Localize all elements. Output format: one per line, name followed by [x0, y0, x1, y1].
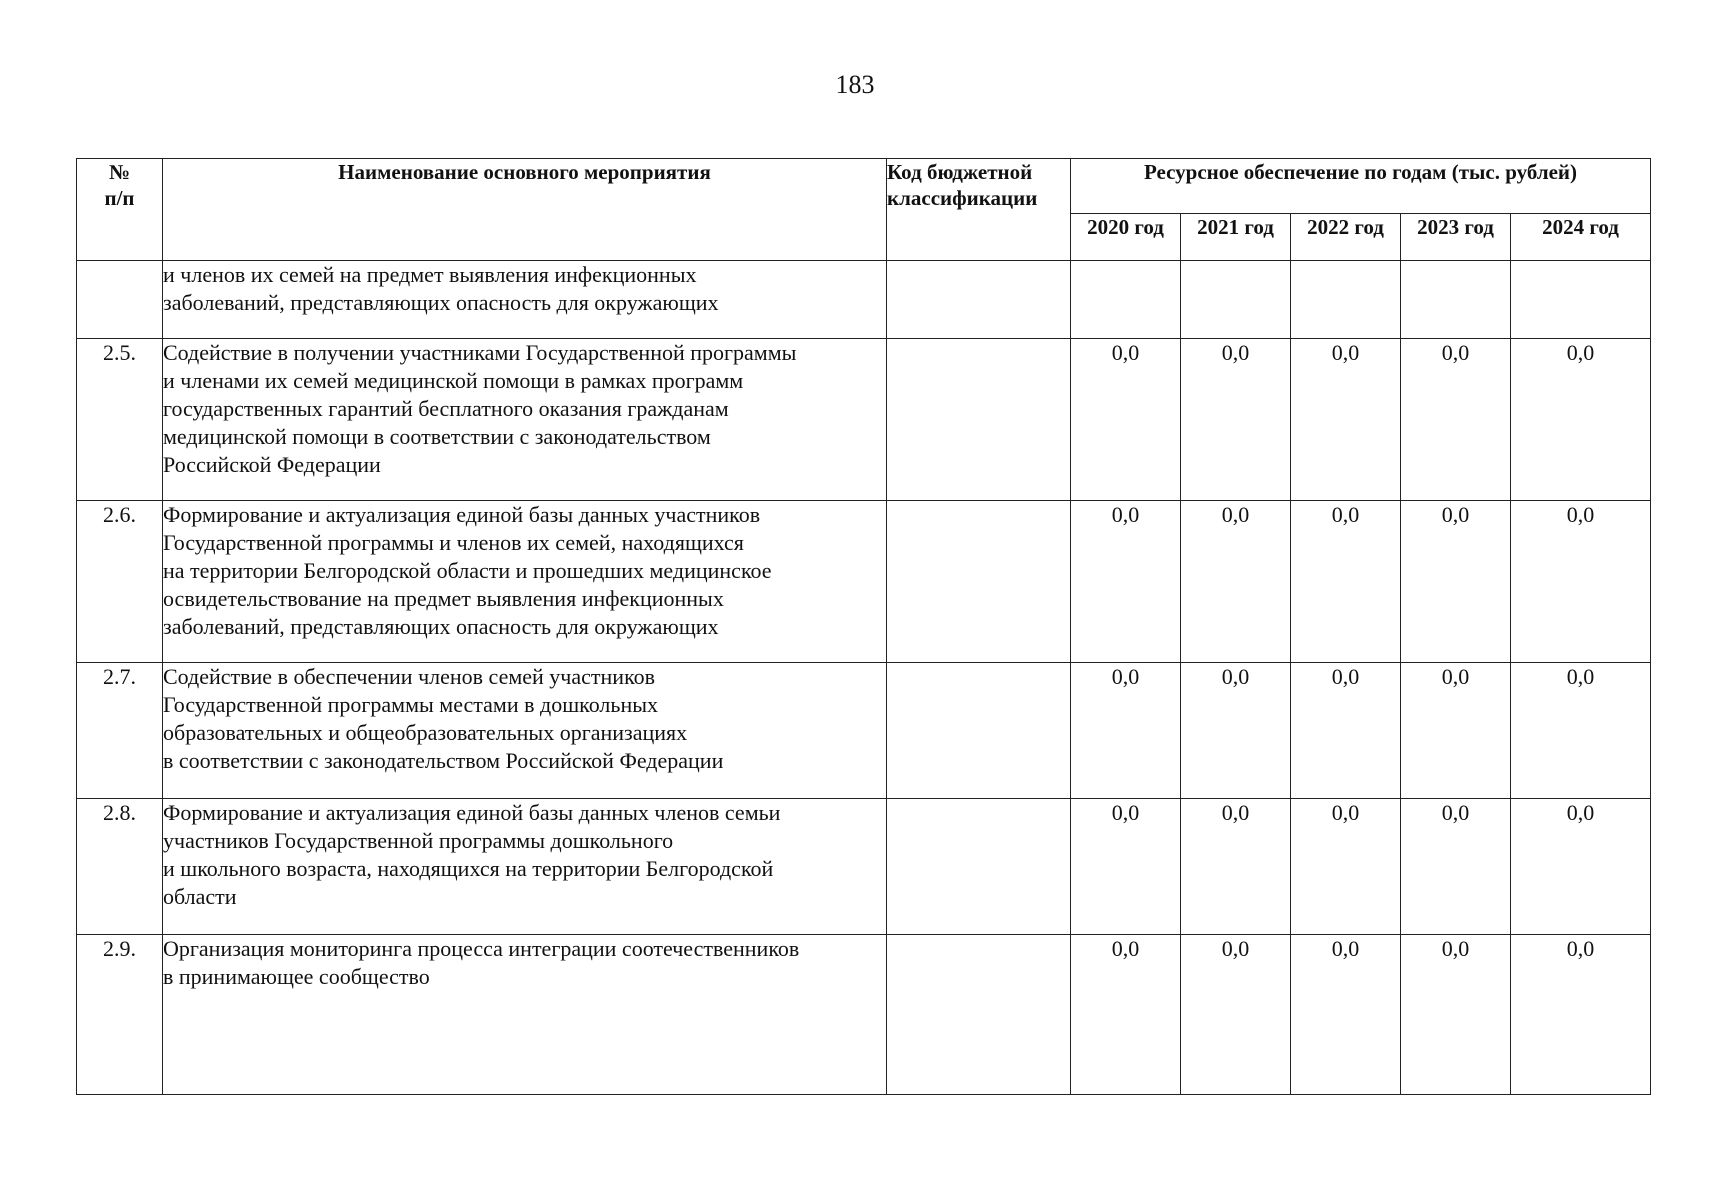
row-value-2022: 0,0	[1291, 339, 1401, 501]
header-year-2021: 2021 год	[1181, 214, 1291, 261]
header-resources: Ресурсное обеспечение по годам (тыс. рублей)	[1071, 159, 1651, 214]
row-code	[887, 663, 1071, 799]
row-name: Содействие в получении участниками Государственной программы и членами их семей медицинской помощи в рамках программ государственных гарантий бесплатного оказания гражданам медицинской помощи в соответствии с законодательством Российской Федерации	[163, 339, 887, 501]
row-value-2022: 0,0	[1291, 799, 1401, 935]
row-value-2023: 0,0	[1401, 799, 1511, 935]
row-name: Организация мониторинга процесса интеграции соотечественников в принимающее сообщество	[163, 935, 887, 1095]
row-value-2021: 0,0	[1181, 935, 1291, 1095]
row-code	[887, 799, 1071, 935]
header-year-2023: 2023 год	[1401, 214, 1511, 261]
row-value-2020	[1071, 261, 1181, 339]
table-row	[77, 799, 1651, 935]
row-value-2023: 0,0	[1401, 339, 1511, 501]
row-value-2022	[1291, 261, 1401, 339]
header-year-2024: 2024 год	[1511, 214, 1651, 261]
row-value-2023: 0,0	[1401, 663, 1511, 799]
row-value-2022: 0,0	[1291, 935, 1401, 1095]
row-name: Формирование и актуализация единой базы данных членов семьи участников Государственной программы дошкольного и школьного возраста, находящихся на территории Белгородской области	[163, 799, 887, 935]
row-value-2024: 0,0	[1511, 799, 1651, 935]
row-value-2023	[1401, 261, 1511, 339]
row-value-2022: 0,0	[1291, 663, 1401, 799]
row-name: Содействие в обеспечении членов семей участников Государственной программы местами в дошкольных образовательных и общеобразовательных организациях в соответствии с законодательством Российской Федерации	[163, 663, 887, 799]
row-value-2021: 0,0	[1181, 501, 1291, 663]
row-number: 2.7.	[77, 663, 163, 799]
row-number: 2.6.	[77, 501, 163, 663]
row-number	[77, 261, 163, 339]
table-row	[77, 261, 1651, 339]
row-name: Формирование и актуализация единой базы данных участников Государственной программы и членов их семей, находящихся на территории Белгородской области и прошедших медицинское освидетельствование на предмет выявления инфекционных заболеваний, представляющих опасность для окружающих	[163, 501, 887, 663]
row-value-2020: 0,0	[1071, 339, 1181, 501]
row-value-2024: 0,0	[1511, 935, 1651, 1095]
table-row	[77, 935, 1651, 1095]
row-number: 2.8.	[77, 799, 163, 935]
header-row-top	[77, 159, 1651, 214]
row-number: 2.9.	[77, 935, 163, 1095]
page-number: 183	[835, 70, 875, 99]
row-value-2021	[1181, 261, 1291, 339]
row-value-2020: 0,0	[1071, 663, 1181, 799]
row-value-2020: 0,0	[1071, 799, 1181, 935]
row-code	[887, 261, 1071, 339]
header-year-2022: 2022 год	[1291, 214, 1401, 261]
resource-table	[76, 158, 1651, 1095]
row-value-2023: 0,0	[1401, 501, 1511, 663]
table-row	[77, 501, 1651, 663]
header-year-2020: 2020 год	[1071, 214, 1181, 261]
row-value-2024: 0,0	[1511, 339, 1651, 501]
header-num: № п/п	[77, 159, 163, 261]
row-value-2021: 0,0	[1181, 799, 1291, 935]
row-code	[887, 339, 1071, 501]
row-value-2024	[1511, 261, 1651, 339]
row-value-2021: 0,0	[1181, 339, 1291, 501]
row-code	[887, 935, 1071, 1095]
row-value-2023: 0,0	[1401, 935, 1511, 1095]
row-number: 2.5.	[77, 339, 163, 501]
table-row	[77, 663, 1651, 799]
row-value-2020: 0,0	[1071, 501, 1181, 663]
row-value-2022: 0,0	[1291, 501, 1401, 663]
table-row	[77, 339, 1651, 501]
row-value-2020: 0,0	[1071, 935, 1181, 1095]
header-name: Наименование основного мероприятия	[163, 159, 887, 261]
row-code	[887, 501, 1071, 663]
row-value-2024: 0,0	[1511, 501, 1651, 663]
row-value-2021: 0,0	[1181, 663, 1291, 799]
row-name: и членов их семей на предмет выявления инфекционных заболеваний, представляющих опасность для окружающих	[163, 261, 887, 339]
row-value-2024: 0,0	[1511, 663, 1651, 799]
header-code: Код бюджетной классификации	[887, 159, 1071, 261]
